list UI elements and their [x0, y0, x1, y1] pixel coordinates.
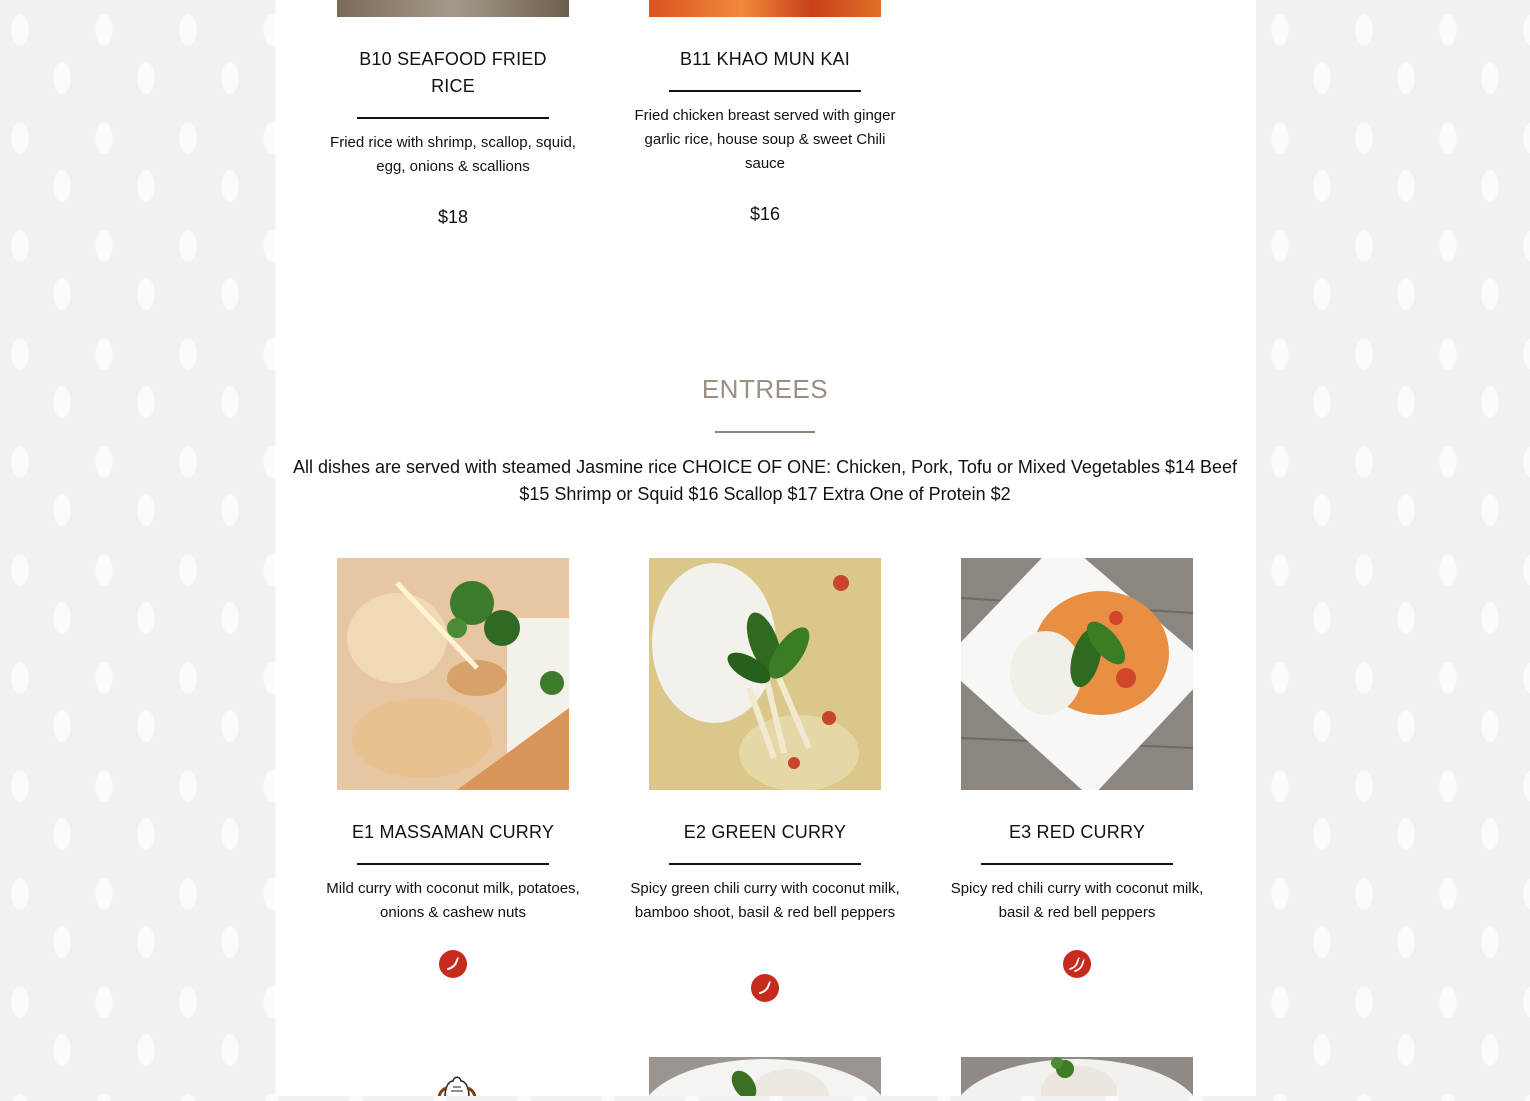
item-title: B10 SEAFOOD FRIED RICE	[359, 49, 547, 96]
chef-hat-logo	[429, 1073, 485, 1096]
item-description: Fried chicken breast served with ginger garlic rice, house soup & sweet Chili sauce	[634, 107, 896, 172]
section-divider	[715, 431, 815, 433]
item-description: Mild curry with coconut milk, potatoes, onions & cashew nuts	[326, 880, 580, 921]
item-description: Spicy green chili curry with coconut milk, bamboo shoot, basil & red bell peppers	[630, 880, 900, 921]
menu-item-next-3	[941, 1057, 1213, 1096]
item-description: Fried rice with shrimp, scallop, squid, egg, onions & scallions	[330, 134, 576, 175]
green-curry-photo[interactable]	[649, 558, 881, 790]
menu-item-e1	[317, 558, 589, 998]
menu-item-e3	[941, 558, 1213, 998]
item-price: $16	[749, 204, 781, 224]
menu-item-next-2	[629, 1057, 901, 1096]
item-description: Spicy red chili curry with coconut milk, basil & red bell peppers	[950, 880, 1204, 921]
item-price: $18	[437, 207, 469, 227]
menu-item-next-1	[317, 1057, 589, 1096]
section-title-entrees: ENTREES	[701, 374, 829, 404]
item-divider	[357, 863, 549, 865]
item-divider	[981, 863, 1173, 865]
section-note: All dishes are served with steamed Jasmine rice CHOICE OF ONE: Chicken, Pork, Tofu or Mixed Vegetables $14 Beef $15 Shrimp or Squid $16 Scallop $17 Extra One of Protein $2	[292, 457, 1238, 504]
red-curry-photo[interactable]	[961, 558, 1193, 790]
seafood-fried-rice-photo[interactable]	[337, 0, 569, 17]
massaman-curry-photo[interactable]	[337, 558, 569, 790]
double-chili-icon	[1063, 950, 1091, 978]
curry-dish-photo[interactable]	[961, 1057, 1193, 1096]
item-title: E3 RED CURRY	[1008, 822, 1146, 842]
chili-icon	[439, 950, 467, 978]
chili-icon	[751, 974, 779, 1002]
curry-dish-photo[interactable]	[649, 1057, 881, 1096]
item-title: E1 MASSAMAN CURRY	[351, 822, 555, 842]
item-divider	[669, 90, 861, 92]
item-divider	[357, 117, 549, 119]
item-title: B11 KHAO MUN KAI	[680, 49, 850, 69]
khao-mun-kai-photo[interactable]	[649, 0, 881, 17]
menu-item-e2	[629, 558, 901, 998]
item-divider	[669, 863, 861, 865]
item-title: E2 GREEN CURRY	[683, 822, 847, 842]
